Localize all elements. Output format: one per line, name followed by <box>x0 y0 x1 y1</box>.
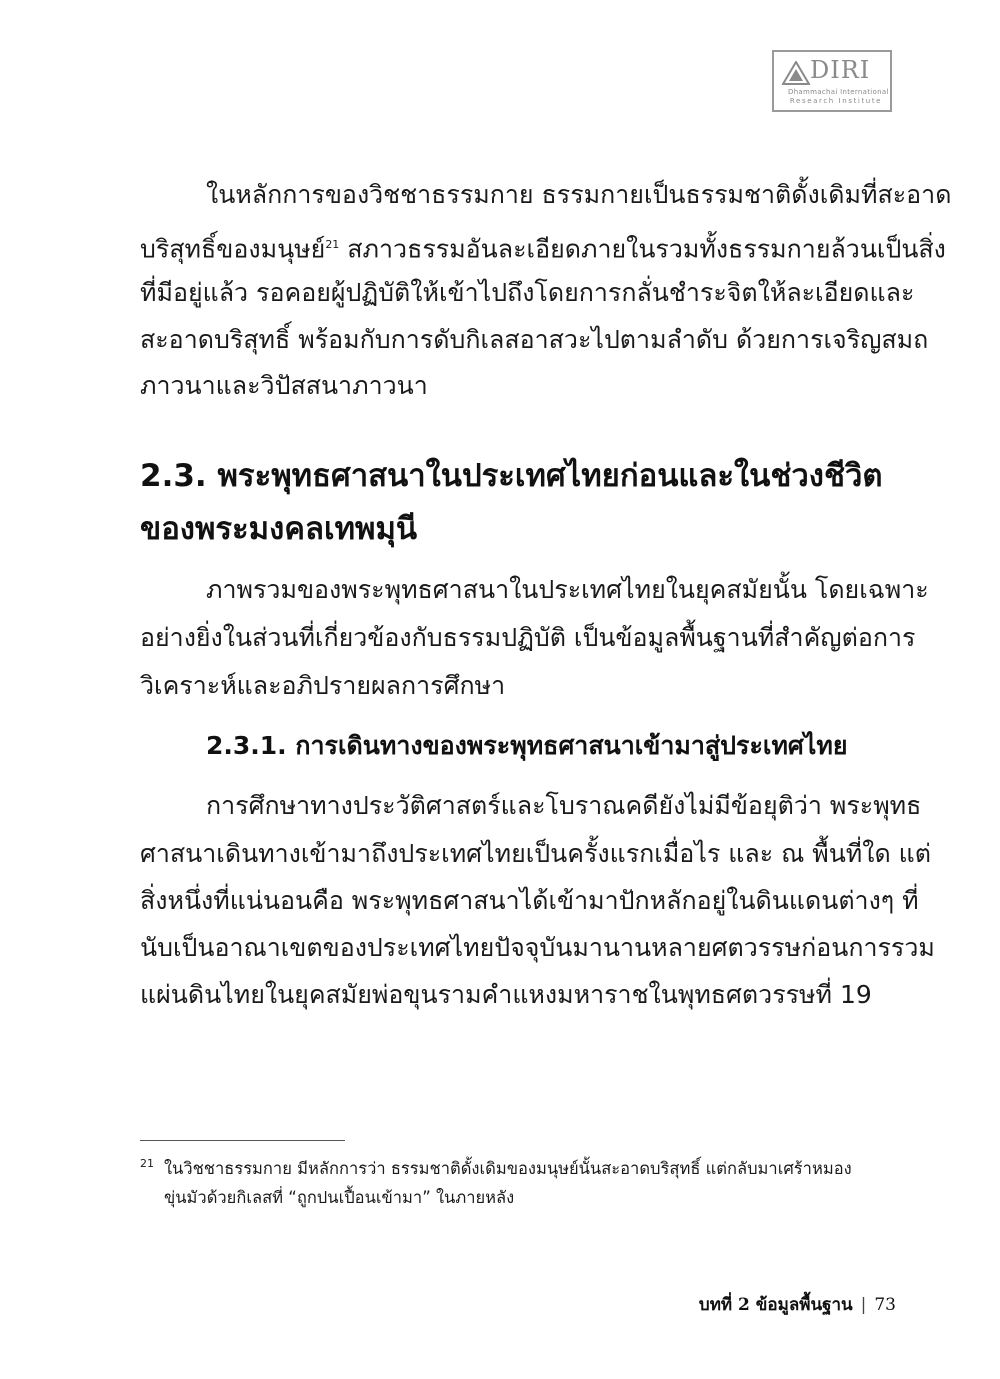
section-heading-line: 2.3. พระพุทธศาสนาในประเทศไทยก่อนและในช่วงชีวิต <box>140 458 883 494</box>
logo-subtitle-line1: Dhammachai International <box>788 88 889 96</box>
paragraph-line: ที่มีอยู่แล้ว รอคอยผู้ปฏิบัติให้เข้าไปถึงโดยการกลั่นชำระจิตให้ละเอียดและ <box>140 278 915 307</box>
paragraph-line: สะอาดบริสุทธิ์ พร้อมกับการดับกิเลสอาสวะไปตามลำดับ ด้วยการเจริญสมถ <box>140 325 929 354</box>
page-number: 73 <box>874 1295 896 1315</box>
footnote-text-line: ในวิชชาธรรมกาย มีหลักการว่า ธรรมชาติดั้งเดิมของมนุษย์นั้นสะอาดบริสุทธิ์ แต่กลับมาเศร้าหมอง <box>164 1159 852 1178</box>
logo-subtitle-line2: Research Institute <box>789 97 883 105</box>
footnote-number: 21 <box>140 1157 154 1170</box>
logo-wordmark: DIRI <box>810 56 871 84</box>
text-run: สภาวธรรมอันละเอียดภายในรวมทั้งธรรมกายล้วนเป็นสิ่ง <box>339 234 946 264</box>
triangle-logo-icon <box>782 61 810 85</box>
paragraph-line: นับเป็นอาณาเขตของประเทศไทยปัจจุบันมานานหลายศตวรรษก่อนการรวม <box>140 933 935 962</box>
footer-separator: | <box>860 1295 867 1315</box>
footnote-reference[interactable]: 21 <box>325 238 340 251</box>
paragraph-line: ในหลักการของวิชชาธรรมกาย ธรรมกายเป็นธรรมชาติดั้งเดิมที่สะอาด <box>206 180 952 209</box>
section-heading-line: ของพระมงคลเทพมุนี <box>140 511 418 547</box>
paragraph-line: ภาพรวมของพระพุทธศาสนาในประเทศไทยในยุคสมัยนั้น โดยเฉพาะ <box>206 575 929 604</box>
subsection-heading: 2.3.1. การเดินทางของพระพุทธศาสนาเข้ามาสู่ประเทศไทย <box>206 731 848 760</box>
paragraph-line: ภาวนาและวิปัสสนาภาวนา <box>140 371 428 400</box>
footnote-text-line: ขุ่นมัวด้วยกิเลสที่ “ถูกปนเปื้อนเข้ามา” ในภายหลัง <box>164 1188 515 1207</box>
page-footer <box>699 1291 896 1318</box>
diri-logo <box>772 50 892 112</box>
chapter-title: บทที่ 2 ข้อมูลพื้นฐาน <box>698 1295 853 1315</box>
paragraph-line: ศาสนาเดินทางเข้ามาถึงประเทศไทยเป็นครั้งแรกเมื่อไร และ ณ พื้นที่ใด แต่ <box>140 839 932 868</box>
text-run: บริสุทธิ์ของมนุษย์ <box>140 234 326 264</box>
paragraph-line <box>140 225 946 265</box>
paragraph-line: อย่างยิ่งในส่วนที่เกี่ยวข้องกับธรรมปฏิบัติ เป็นข้อมูลพื้นฐานที่สำคัญต่อการ <box>140 623 916 652</box>
paragraph-line: สิ่งหนึ่งที่แน่นอนคือ พระพุทธศาสนาได้เข้ามาปักหลักอยู่ในดินแดนต่างๆ ที่ <box>140 886 919 915</box>
paragraph-line: การศึกษาทางประวัติศาสตร์และโบราณคดียังไม่มีข้อยุติว่า พระพุทธ <box>206 791 922 820</box>
footnote-divider <box>140 1140 345 1141</box>
paragraph-line: แผ่นดินไทยในยุคสมัยพ่อขุนรามคำแหงมหาราชในพุทธศตวรรษที่ 19 <box>140 980 872 1009</box>
paragraph-line: วิเคราะห์และอภิปรายผลการศึกษา <box>140 671 506 700</box>
